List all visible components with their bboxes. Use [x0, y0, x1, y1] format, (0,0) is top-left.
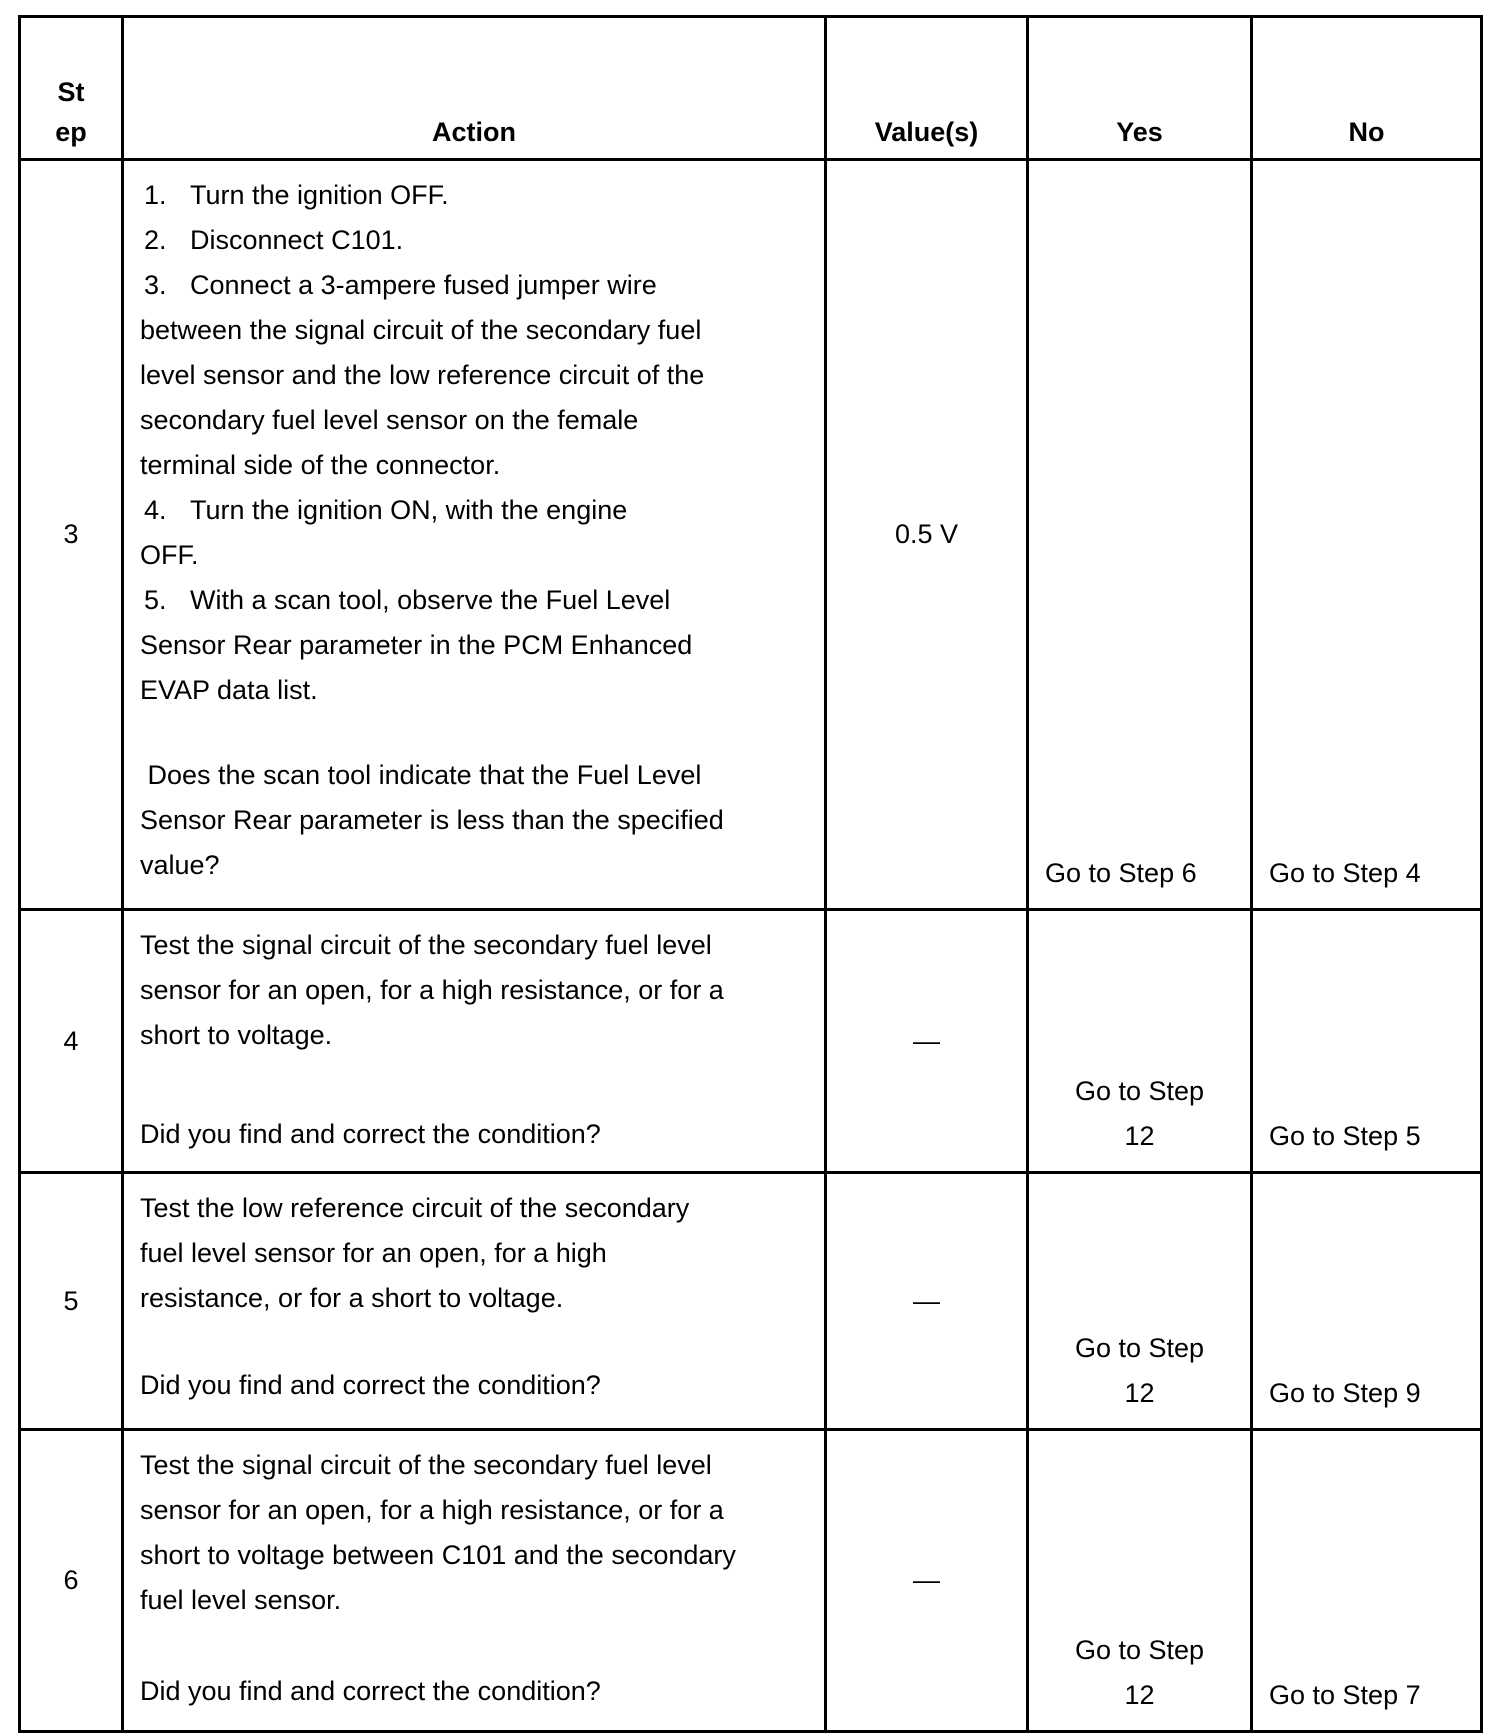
step-number: 5: [20, 1173, 123, 1430]
yes-cell: Go to Step 6: [1028, 160, 1252, 910]
action-text: fuel level sensor for an open, for a high: [140, 1238, 607, 1268]
action-text: EVAP data list.: [140, 675, 318, 705]
table-row-step-3: [20, 160, 1482, 910]
action-cell: [123, 1430, 826, 1732]
action-text: secondary fuel level sensor on the female: [140, 405, 639, 435]
spacer: [140, 1623, 808, 1669]
action-cell: [123, 910, 826, 1173]
action-text: Turn the ignition OFF.: [190, 180, 449, 210]
question-text: Did you find and correct the condition?: [140, 1676, 601, 1706]
action-text: With a scan tool, observe the Fuel Level: [190, 585, 671, 615]
action-text: Test the low reference circuit of the secondary: [140, 1193, 690, 1223]
action-cell: [123, 1173, 826, 1430]
action-text: short to voltage.: [140, 1020, 333, 1050]
action-text: sensor for an open, for a high resistance, or for a: [140, 1495, 724, 1525]
action-text: Sensor Rear parameter in the PCM Enhanced: [140, 630, 693, 660]
header-action: Action: [123, 17, 826, 160]
action-text: resistance, or for a short to voltage.: [140, 1283, 564, 1313]
question-text: Did you find and correct the condition?: [140, 1119, 601, 1149]
step-item-number: 1.: [144, 180, 167, 210]
header-step: [20, 17, 123, 160]
header-yes: Yes: [1028, 17, 1252, 160]
value-cell: 0.5 V: [826, 160, 1028, 910]
table-row-step-4: [20, 910, 1482, 1173]
action-text: OFF.: [140, 540, 199, 570]
header-no: No: [1252, 17, 1482, 160]
yes-text-line1: Go to Step: [1074, 1333, 1205, 1363]
action-text: Turn the ignition ON, with the engine: [190, 495, 628, 525]
step-item-number: 2.: [144, 225, 167, 255]
yes-cell: [1028, 1430, 1252, 1732]
question-text: value?: [140, 850, 220, 880]
action-text: Test the signal circuit of the secondary fuel level: [140, 1450, 712, 1480]
header-row: [20, 17, 1482, 160]
no-cell: Go to Step 4: [1252, 160, 1482, 910]
step-number: 4: [20, 910, 123, 1173]
yes-cell: [1028, 1173, 1252, 1430]
action-text: terminal side of the connector.: [140, 450, 501, 480]
action-text: between the signal circuit of the secondary fuel: [140, 315, 702, 345]
yes-text-line1: Go to Step: [1074, 1635, 1205, 1665]
value-cell: —: [826, 910, 1028, 1173]
yes-cell: [1028, 910, 1252, 1173]
step-number: 3: [20, 160, 123, 910]
yes-text-line1: Go to Step: [1074, 1076, 1205, 1106]
table-row-step-5: [20, 1173, 1482, 1430]
action-text: Disconnect C101.: [190, 225, 404, 255]
action-text: Test the signal circuit of the secondary fuel level: [140, 930, 712, 960]
header-step-line1: St: [57, 77, 85, 107]
step-item-number: 5.: [144, 585, 167, 615]
no-cell: Go to Step 9: [1252, 1173, 1482, 1430]
header-step-line2: ep: [55, 117, 87, 147]
action-line: [140, 488, 808, 533]
yes-text-line2: 12: [1124, 1378, 1155, 1408]
action-line: [140, 173, 808, 218]
step-item-number: 3.: [144, 270, 167, 300]
action-cell: [123, 160, 826, 910]
step-number: 6: [20, 1430, 123, 1732]
yes-text-line2: 12: [1124, 1680, 1155, 1710]
question-text: Does the scan tool indicate that the Fuel Level: [140, 760, 702, 790]
header-values: Value(s): [826, 17, 1028, 160]
value-cell: —: [826, 1430, 1028, 1732]
action-line: [140, 218, 808, 263]
action-text: Connect a 3-ampere fused jumper wire: [190, 270, 657, 300]
action-text: short to voltage between C101 and the secondary: [140, 1540, 736, 1570]
diagnostic-table: [18, 15, 1483, 1733]
no-cell: Go to Step 5: [1252, 910, 1482, 1173]
action-text: level sensor and the low reference circuit of the: [140, 360, 705, 390]
question-text: Did you find and correct the condition?: [140, 1370, 601, 1400]
table-row-step-6: [20, 1430, 1482, 1732]
spacer: [140, 1058, 808, 1112]
spacer: [140, 1321, 808, 1363]
step-item-number: 4.: [144, 495, 167, 525]
action-line: [140, 578, 808, 623]
question-text: Sensor Rear parameter is less than the specified: [140, 805, 724, 835]
action-text: sensor for an open, for a high resistance, or for a: [140, 975, 724, 1005]
value-cell: —: [826, 1173, 1028, 1430]
action-line: [140, 263, 808, 308]
no-cell: Go to Step 7: [1252, 1430, 1482, 1732]
yes-text-line2: 12: [1124, 1121, 1155, 1151]
action-text: fuel level sensor.: [140, 1585, 342, 1615]
spacer: [140, 713, 808, 753]
